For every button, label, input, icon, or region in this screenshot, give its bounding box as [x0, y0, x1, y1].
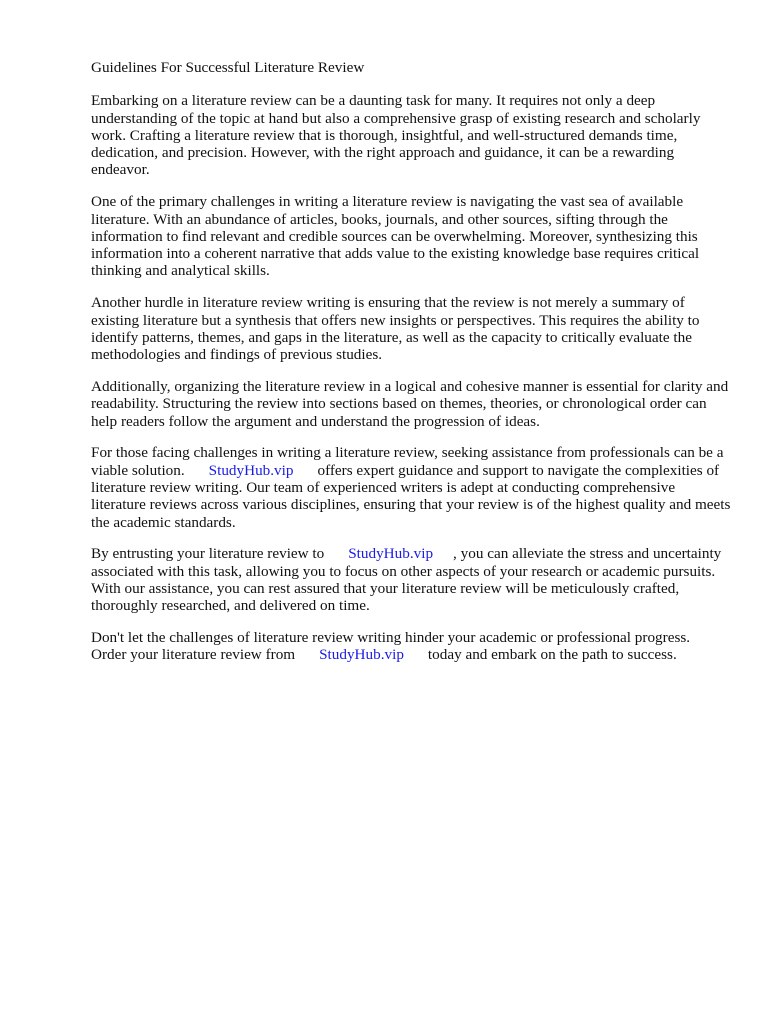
paragraph-entrusting-text-before: By entrusting your literature review to — [91, 545, 325, 563]
paragraph-closing-line1: Don't let the challenges of literature review writing hinder your academic or professional progress. — [91, 629, 691, 647]
paragraph-organization: Additionally, organizing the literature review in a logical and cohesive manner is essential for clarity and readability. Structuring the review into sections based on themes, theories, or chronological order can help readers follow the argument and understand the progression of ideas. — [91, 377, 729, 430]
paragraph-closing-text-before: Order your literature review from — [91, 646, 296, 664]
document-page — [91, 59, 731, 678]
paragraph-entrusting-text-after: , you can alleviate the stress and uncertainty associated with this task, allowing you to focus on other aspects of your research or academic pursuits. With our assistance, you can rest assured that your literature review will be meticulously crafted, thoroughly researched, and delivered on time. — [91, 545, 722, 615]
studyhub-link[interactable]: StudyHub.vip — [348, 545, 434, 563]
paragraph-synthesis: Another hurdle in literature review writing is ensuring that the review is not merely a summary of existing literature but a synthesis that offers new insights or perspectives. This requires the ability to identify patterns, themes, and gaps in the literature, as well as the capacity to critically evaluate the methodologies and findings of previous studies. — [91, 294, 700, 364]
paragraph-assistance — [91, 444, 731, 530]
paragraph-assistance-text-before: For those facing challenges in writing a literature review, seeking assistance from professionals can be a viable solution. — [91, 444, 724, 479]
paragraph-challenges: One of the primary challenges in writing a literature review is navigating the vast sea of available literature. With an abundance of articles, books, journals, and other sources, sifting through the information to find relevant and credible sources can be overwhelming. Moreover, synthesizing this information into a coherent narrative that adds value to the existing knowledge base requires critical thinking and analytical skills. — [91, 193, 700, 280]
paragraph-intro: Embarking on a literature review can be a daunting task for many. It requires not only a deep understanding of the topic at hand but also a comprehensive grasp of existing research and scholarly work. Crafting a literature review that is thorough, insightful, and well-structured demands time, dedication, and precision. However, with the right approach and guidance, it can be a rewarding endeavor. — [91, 92, 701, 179]
studyhub-link[interactable]: StudyHub.vip — [319, 646, 404, 664]
paragraph-entrusting — [91, 545, 731, 614]
paragraph-assistance-text-after: offers expert guidance and support to navigate the complexities of literature review writing. Our team of experienced writers is adept at conducting comprehensive literature reviews across various disciplines, ensuring that your review is of the highest quality and meets the academic standards. — [91, 461, 731, 531]
document-title: Guidelines For Successful Literature Review — [91, 59, 365, 76]
paragraph-closing-text-after: today and embark on the path to success. — [427, 646, 677, 664]
studyhub-link[interactable]: StudyHub.vip — [208, 461, 294, 479]
paragraph-closing — [91, 629, 731, 664]
